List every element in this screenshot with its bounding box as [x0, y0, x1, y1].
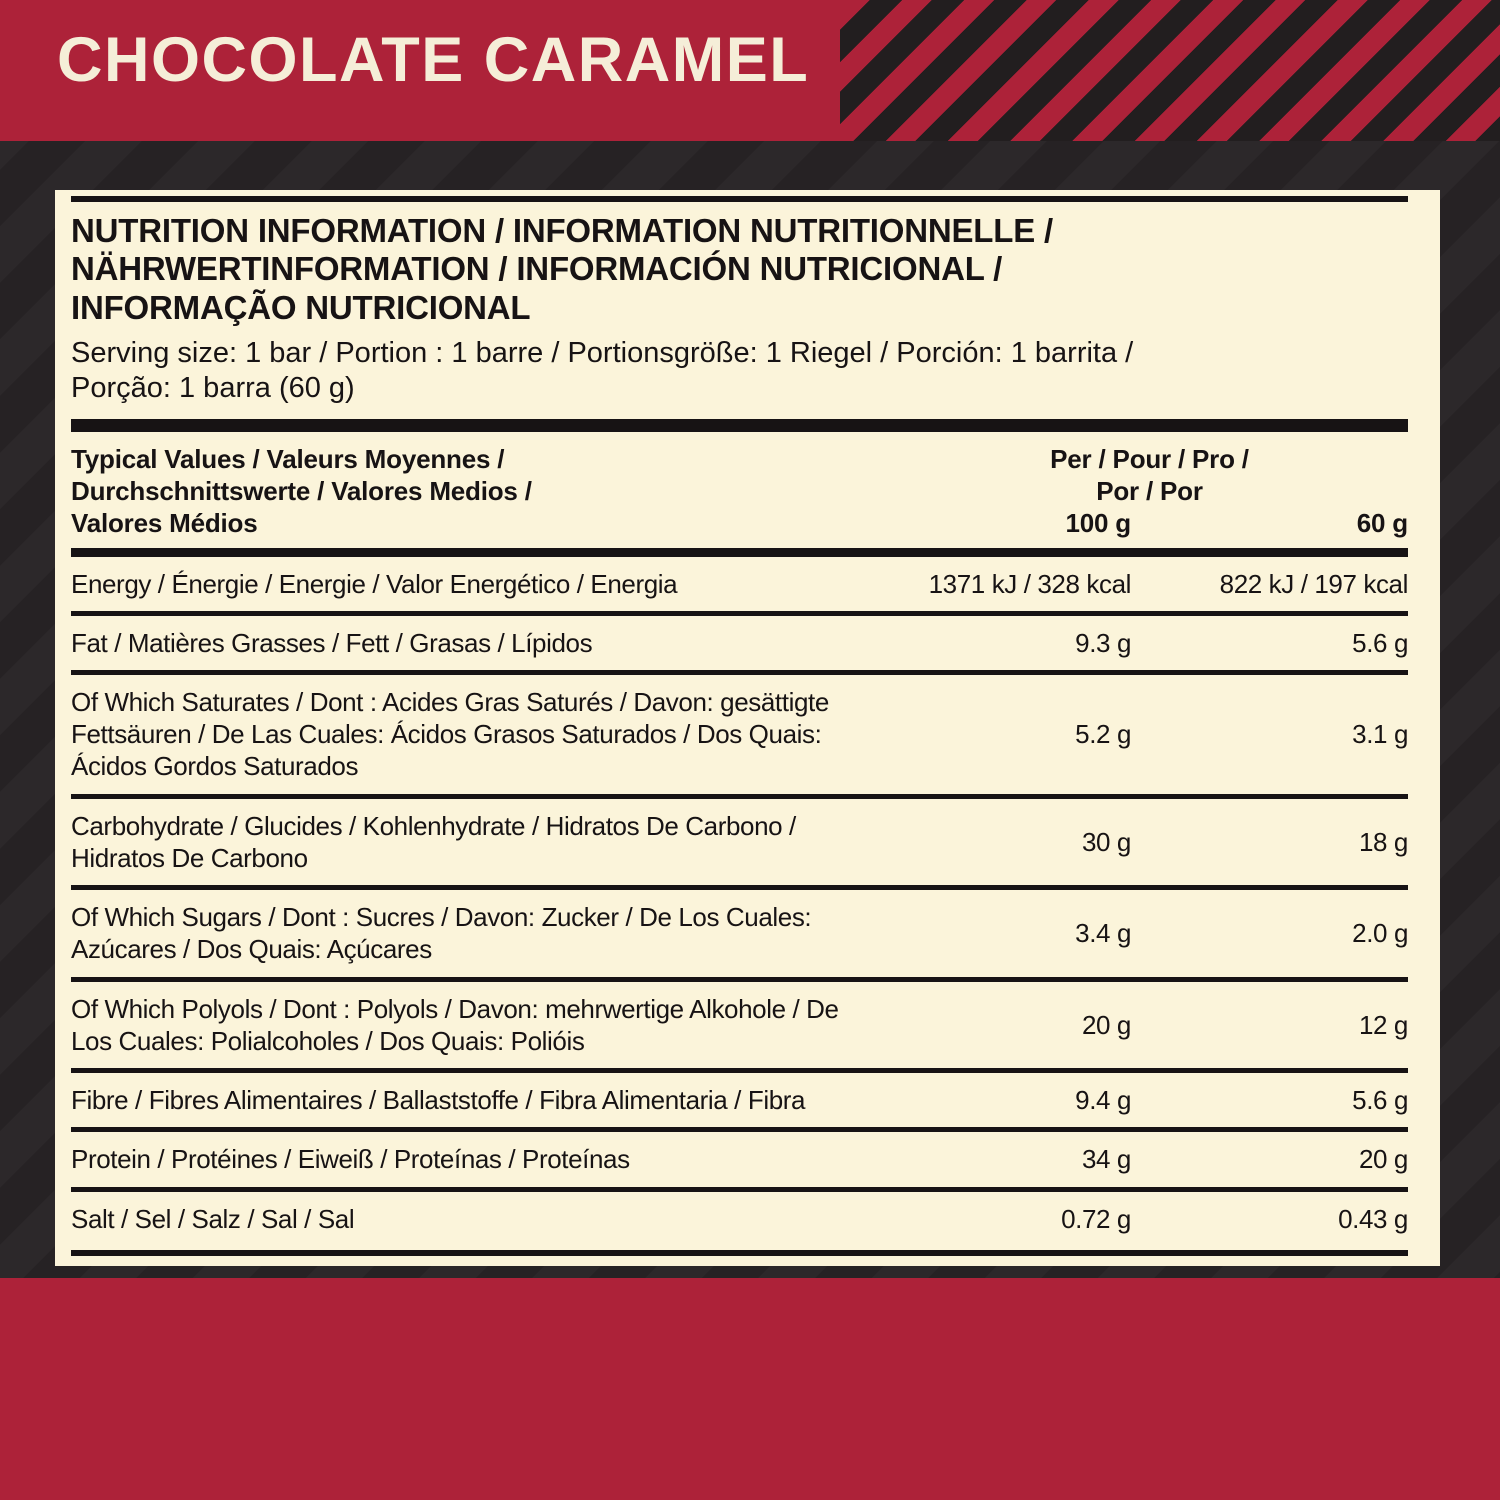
divider-thick [71, 419, 1408, 432]
row-value-60g: 3.1 g [1352, 719, 1408, 750]
bottom-red-band [0, 1278, 1500, 1500]
row-value-100g: 9.4 g [1075, 1085, 1131, 1116]
header-typical-values-line: Durchschnittswerte / Valores Medios / [71, 476, 532, 507]
panel-title-line: NUTRITION INFORMATION / INFORMATION NUTRITIONNELLE / [71, 212, 1053, 249]
header-typical-values [71, 444, 879, 539]
flavor-title: CHOCOLATE CARAMEL [57, 25, 810, 95]
serving-size-line: Serving size: 1 bar / Portion : 1 barre / Portionsgröße: 1 Riegel / Porción: 1 barrita / [71, 336, 1134, 369]
table-row-saturates [71, 670, 1408, 794]
row-label: Protein / Protéines / Eiweiß / Proteínas / Proteínas [71, 1144, 630, 1175]
divider-header [71, 548, 1408, 557]
row-value-100g: 30 g [1081, 826, 1131, 857]
row-value-60g: 18 g [1358, 826, 1408, 857]
nutrition-table [71, 557, 1408, 1246]
row-value-100g: 20 g [1081, 1009, 1131, 1040]
row-value-60g: 2.0 g [1352, 918, 1408, 949]
header-col-100g: 100 g [1065, 507, 1131, 538]
row-label: Energy / Énergie / Energie / Valor Energético / Energia [71, 568, 678, 599]
row-value-60g: 0.43 g [1338, 1203, 1408, 1234]
panel-title-line: INFORMAÇÃO NUTRICIONAL [71, 288, 531, 326]
header-per-line: Per / Pour / Pro / [1050, 444, 1249, 475]
table-row-energy [71, 557, 1408, 611]
serving-size [71, 336, 1408, 406]
header-typical-values-line: Valores Médios [71, 507, 258, 538]
header-per-line: Por / Por [1096, 476, 1203, 507]
panel-bottom-rule [71, 1250, 1408, 1256]
row-value-100g: 5.2 g [1075, 719, 1131, 750]
panel-top-rule [71, 196, 1408, 202]
row-value-100g: 9.3 g [1075, 627, 1131, 658]
serving-size-line: Porção: 1 barra (60 g) [71, 371, 355, 404]
table-row-protein [71, 1127, 1408, 1186]
row-value-60g: 5.6 g [1352, 1085, 1408, 1116]
table-row-polyols [71, 977, 1408, 1068]
row-label: Of Which Sugars / Dont : Sucres / Davon: Zucker / De Los Cuales: Azúcares / Dos Quais: Açúcares [71, 902, 812, 965]
row-value-100g: 34 g [1081, 1144, 1131, 1175]
diagonal-stripes-decoration [840, 0, 1500, 141]
row-label: Fibre / Fibres Alimentaires / Ballaststoffe / Fibra Alimentaria / Fibra [71, 1085, 806, 1116]
header-per [891, 444, 1408, 507]
row-label: Salt / Sel / Salz / Sal / Sal [71, 1203, 355, 1234]
panel-title [71, 212, 1408, 327]
table-row-salt [71, 1187, 1408, 1246]
table-row-carbohydrate [71, 794, 1408, 885]
row-value-100g: 0.72 g [1061, 1203, 1131, 1234]
row-value-60g: 12 g [1358, 1009, 1408, 1040]
row-value-100g: 1371 kJ / 328 kcal [928, 568, 1131, 599]
row-value-60g: 822 kJ / 197 kcal [1219, 568, 1408, 599]
nutrition-panel [55, 190, 1440, 1266]
flavor-banner [0, 0, 1500, 141]
header-typical-values-line: Typical Values / Valeurs Moyennes / [71, 444, 505, 475]
row-label: Of Which Saturates / Dont : Acides Gras Saturés / Davon: gesättigte Fettsäuren / De Las Cuales: Ácidos Grasos Saturados / Dos Quais: Ácidos Gordos Saturados [71, 687, 829, 782]
table-row-sugars [71, 885, 1408, 976]
table-row-fibre [71, 1068, 1408, 1127]
row-label: Of Which Polyols / Dont : Polyols / Davon: mehrwertige Alkohole / De Los Cuales: Polialcoholes / Dos Quais: Polióis [71, 993, 839, 1056]
row-value-100g: 3.4 g [1075, 918, 1131, 949]
table-header [71, 432, 1408, 547]
row-value-60g: 5.6 g [1352, 627, 1408, 658]
row-label: Fat / Matières Grasses / Fett / Grasas / Lípidos [71, 627, 593, 658]
table-row-fat [71, 611, 1408, 670]
row-value-60g: 20 g [1358, 1144, 1408, 1175]
panel-title-line: NÄHRWERTINFORMATION / INFORMACIÓN NUTRICIONAL / [71, 250, 1003, 288]
row-label: Carbohydrate / Glucides / Kohlenhydrate / Hidratos De Carbono / Hidratos De Carbono [71, 810, 796, 873]
header-col-60g: 60 g [1356, 507, 1408, 538]
